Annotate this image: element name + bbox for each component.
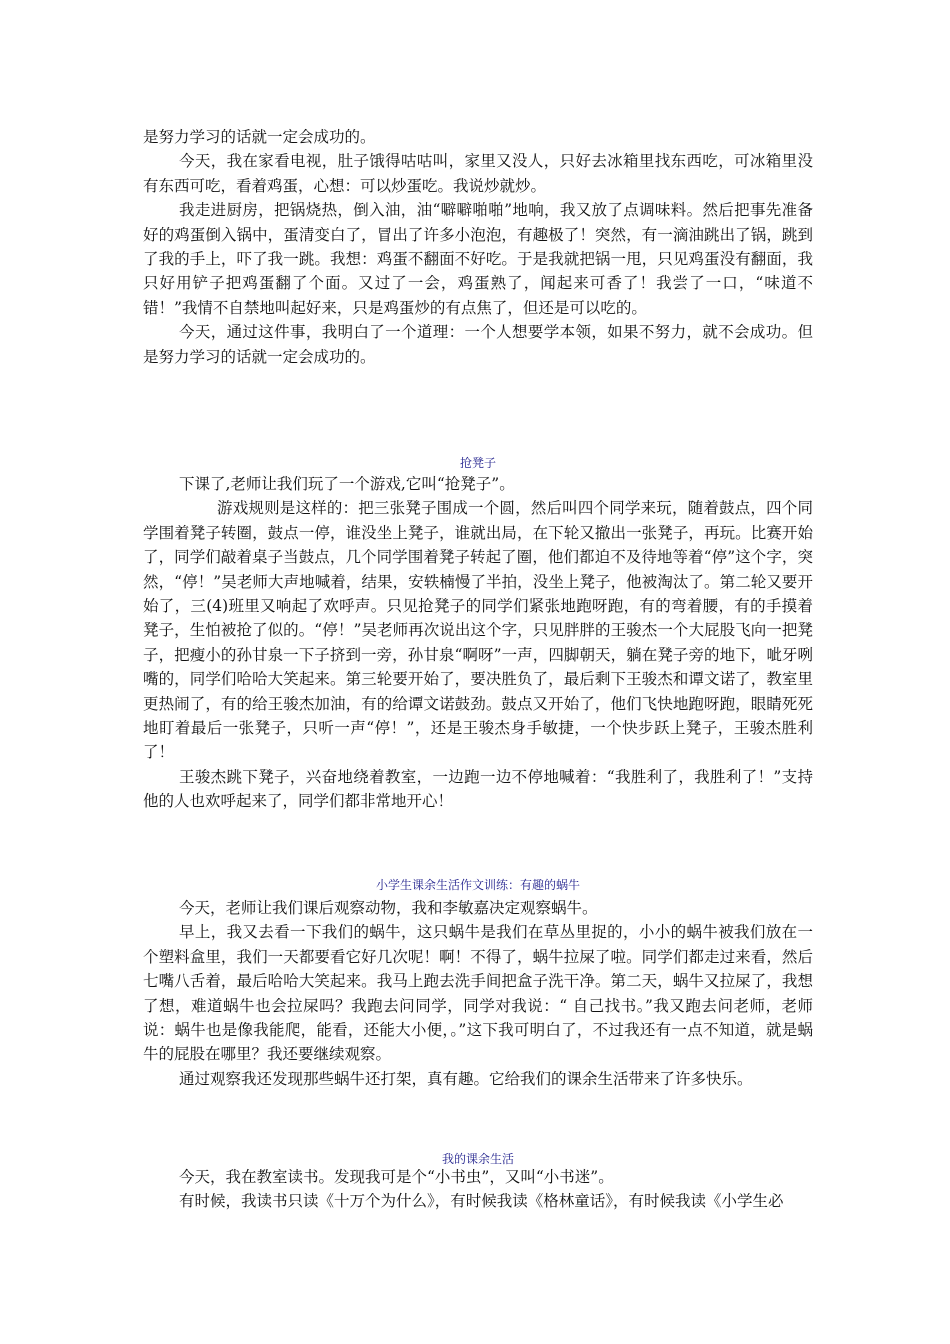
paragraph: 王骏杰跳下凳子，兴奋地绕着教室，一边跑一边不停地喊着：“我胜利了，我胜利了！”支持他的人也欢呼起来了，同学们都非常地开心！	[143, 767, 813, 811]
paragraph: 通过观察我还发现那些蜗牛还打架，真有趣。它给我们的课余生活带来了许多快乐。	[179, 1069, 753, 1088]
essay-title: 小学生课余生活作文训练：有趣的蜗牛	[375, 878, 580, 892]
paragraph: 早上，我又去看一下我们的蜗牛，这只蜗牛是我们在草丛里捉的，小小的蜗牛被我们放在一个塑料盒里，我们一天都要看它好几次呢！啊！不得了，蜗牛拉屎了啦。同学们都走过来看，然后七嘴八舌着，最后哈哈大笑起来。我马上跑去洗手间把盒子洗干净。第二天，蜗牛又拉屎了，我想了想，难道蜗牛也会拉屎吗？我跑去问同学，同学对我说：“ 自己找书。”我又跑去问老师，老师说：蜗牛也是像我能爬，能看，还能大小便，。”这下我可明白了，不过我还有一点不知道，就是蜗牛的屁股在哪里？我还要继续观察。	[143, 923, 813, 1064]
essay-title: 我的课余生活	[441, 1152, 514, 1166]
paragraph: 今天，我在家看电视，肚子饿得咕咕叫，家里又没人，只好去冰箱里找东西吃，可冰箱里没有东西可吃，看着鸡蛋，心想：可以炒蛋吃。我说炒就炒。	[143, 152, 813, 195]
essay-title: 抢凳子	[459, 456, 496, 470]
paragraph: 今天，老师让我们课后观察动物，我和李敏嘉决定观察蜗牛。	[179, 899, 598, 917]
essay-after-school	[143, 1165, 813, 1214]
paragraph: 是努力学习的话就一定会成功的。	[143, 128, 376, 146]
essay-snail	[143, 896, 813, 1091]
paragraph: 下课了,老师让我们玩了一个游戏,它叫“抢凳子”。	[179, 475, 515, 493]
paragraph: 有时候，我读书只读《十万个为什么》，有时候我读《格林童话》，有时候我读《小学生必	[179, 1192, 784, 1211]
paragraph: 今天，我在教室读书。发现我可是个“小书虫”，又叫“小书迷”。	[179, 1168, 614, 1186]
paragraph: 游戏规则是这样的：把三张凳子围成一个圆，然后叫四个同学来玩，随着鼓点，四个同学围着凳子转圈，鼓点一停，谁没坐上凳子，谁就出局，在下轮又撤出一张凳子，再玩。比赛开始了，同学们敲着桌子当鼓点，几个同学围着凳子转起了圈，他们都迫不及待地等着“停”这个字，突然，“停！”吴老师大声地喊着，结果，安轶楠慢了半拍，没坐上凳子，他被淘汰了。第二轮又要开始了，三(4)班里又响起了欢呼声。只见抢凳子的同学们紧张地跑呀跑，有的弯着腰，有的手摸着凳子，生怕被抢了似的。“停！”吴老师再次说出这个字，只见胖胖的王骏杰一个大屁股飞向一把凳子，把瘦小的孙甘泉一下子挤到一旁，孙甘泉“啊呀”一声，四脚朝天，躺在凳子旁的地下，呲牙咧嘴的，同学们哈哈大笑起来。第三轮要开始了，要决胜负了，最后剩下王骏杰和谭文诺了，教室里更热闹了，有的给王骏杰加油，有的给谭文诺鼓劲。鼓点又开始了，他们飞快地跑呀跑，眼睛死死地盯着最后一张凳子，只听一声“停！”，还是王骏杰身手敏捷，一个快步跃上凳子，王骏杰胜利了！	[143, 499, 813, 762]
paragraph: 今天，通过这件事，我明白了一个道理：一个人想要学本领，如果不努力，就不会成功。但是努力学习的话就一定会成功的。	[143, 323, 813, 366]
paragraph: 我走进厨房，把锅烧热，倒入油，油“噼噼啪啪”地响，我又放了点调味料。然后把事先准备好的鸡蛋倒入锅中，蛋清变白了，冒出了许多小泡泡，有趣极了！突然，有一滴油跳出了锅，跳到了我的手上，吓了我一跳。我想：鸡蛋不翻面不好吃。于是我就把锅一甩，只见鸡蛋没有翻面，我只好用铲子把鸡蛋翻了个面。又过了一会，鸡蛋熟了，闻起来可香了！我尝了一口，“味道不错！”我情不自禁地叫起好来，只是鸡蛋炒的有点焦了，但还是可以吃的。	[143, 201, 813, 317]
essay-fried-egg	[143, 125, 813, 369]
essay-grab-stool	[143, 472, 813, 814]
